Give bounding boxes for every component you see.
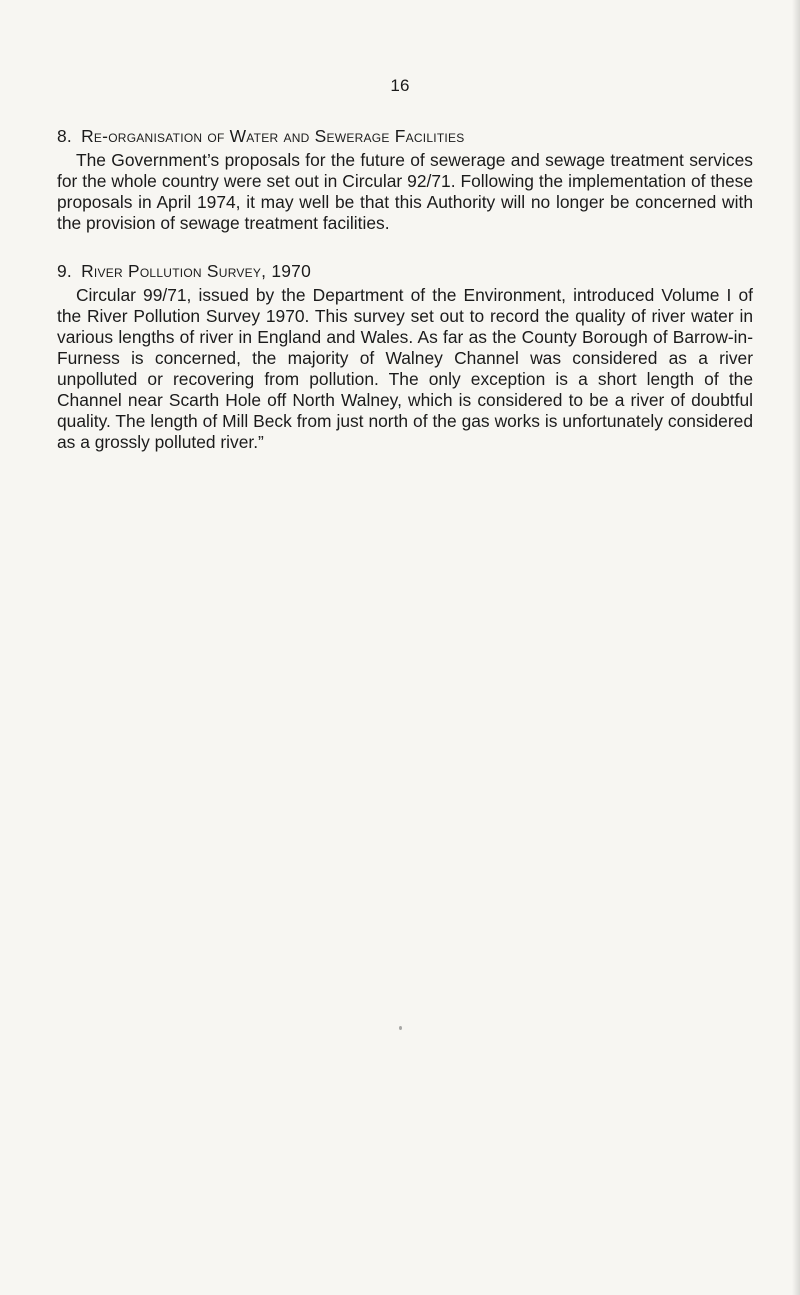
document-body <box>57 124 753 478</box>
section-number: 8. <box>57 126 73 146</box>
section-paragraph: Circular 99/71, issued by the Department of the Environment, introduced Volume I of the River Pollution Survey 1970. This survey set out to record the quality of river water in various lengths of river in England and Wales. As far as the County Borough of Barrow-in-Furness is concerned, the majority of Walney Channel was considered as a river unpolluted or recovering from pollution. The only exception is a short length of the Channel near Scarth Hole off North Walney, which is considered to be a river of doubtful quality. The length of Mill Beck from just north of the gas works is unfortunately considered as a grossly polluted river.” <box>57 285 753 452</box>
section-heading <box>57 124 753 148</box>
section-title: Re-organisation of Water and Sewerage Facilities <box>81 126 465 146</box>
section-paragraph: The Government’s proposals for the future of sewerage and sewage treatment services for the whole country were set out in Circular 92/71. Following the implementation of these proposals in April 1974, it may well be that this Authority will no longer be concerned with the provision of sewage treatment facilities. <box>57 150 753 233</box>
section-9 <box>57 259 753 453</box>
section-heading <box>57 259 753 283</box>
page-number: 16 <box>390 76 410 95</box>
section-number: 9. <box>57 261 73 281</box>
section-8 <box>57 124 753 234</box>
section-title: River Pollution Survey, 1970 <box>81 261 312 281</box>
page-edge-shadow <box>792 0 800 1295</box>
paper-speck <box>399 1026 402 1030</box>
